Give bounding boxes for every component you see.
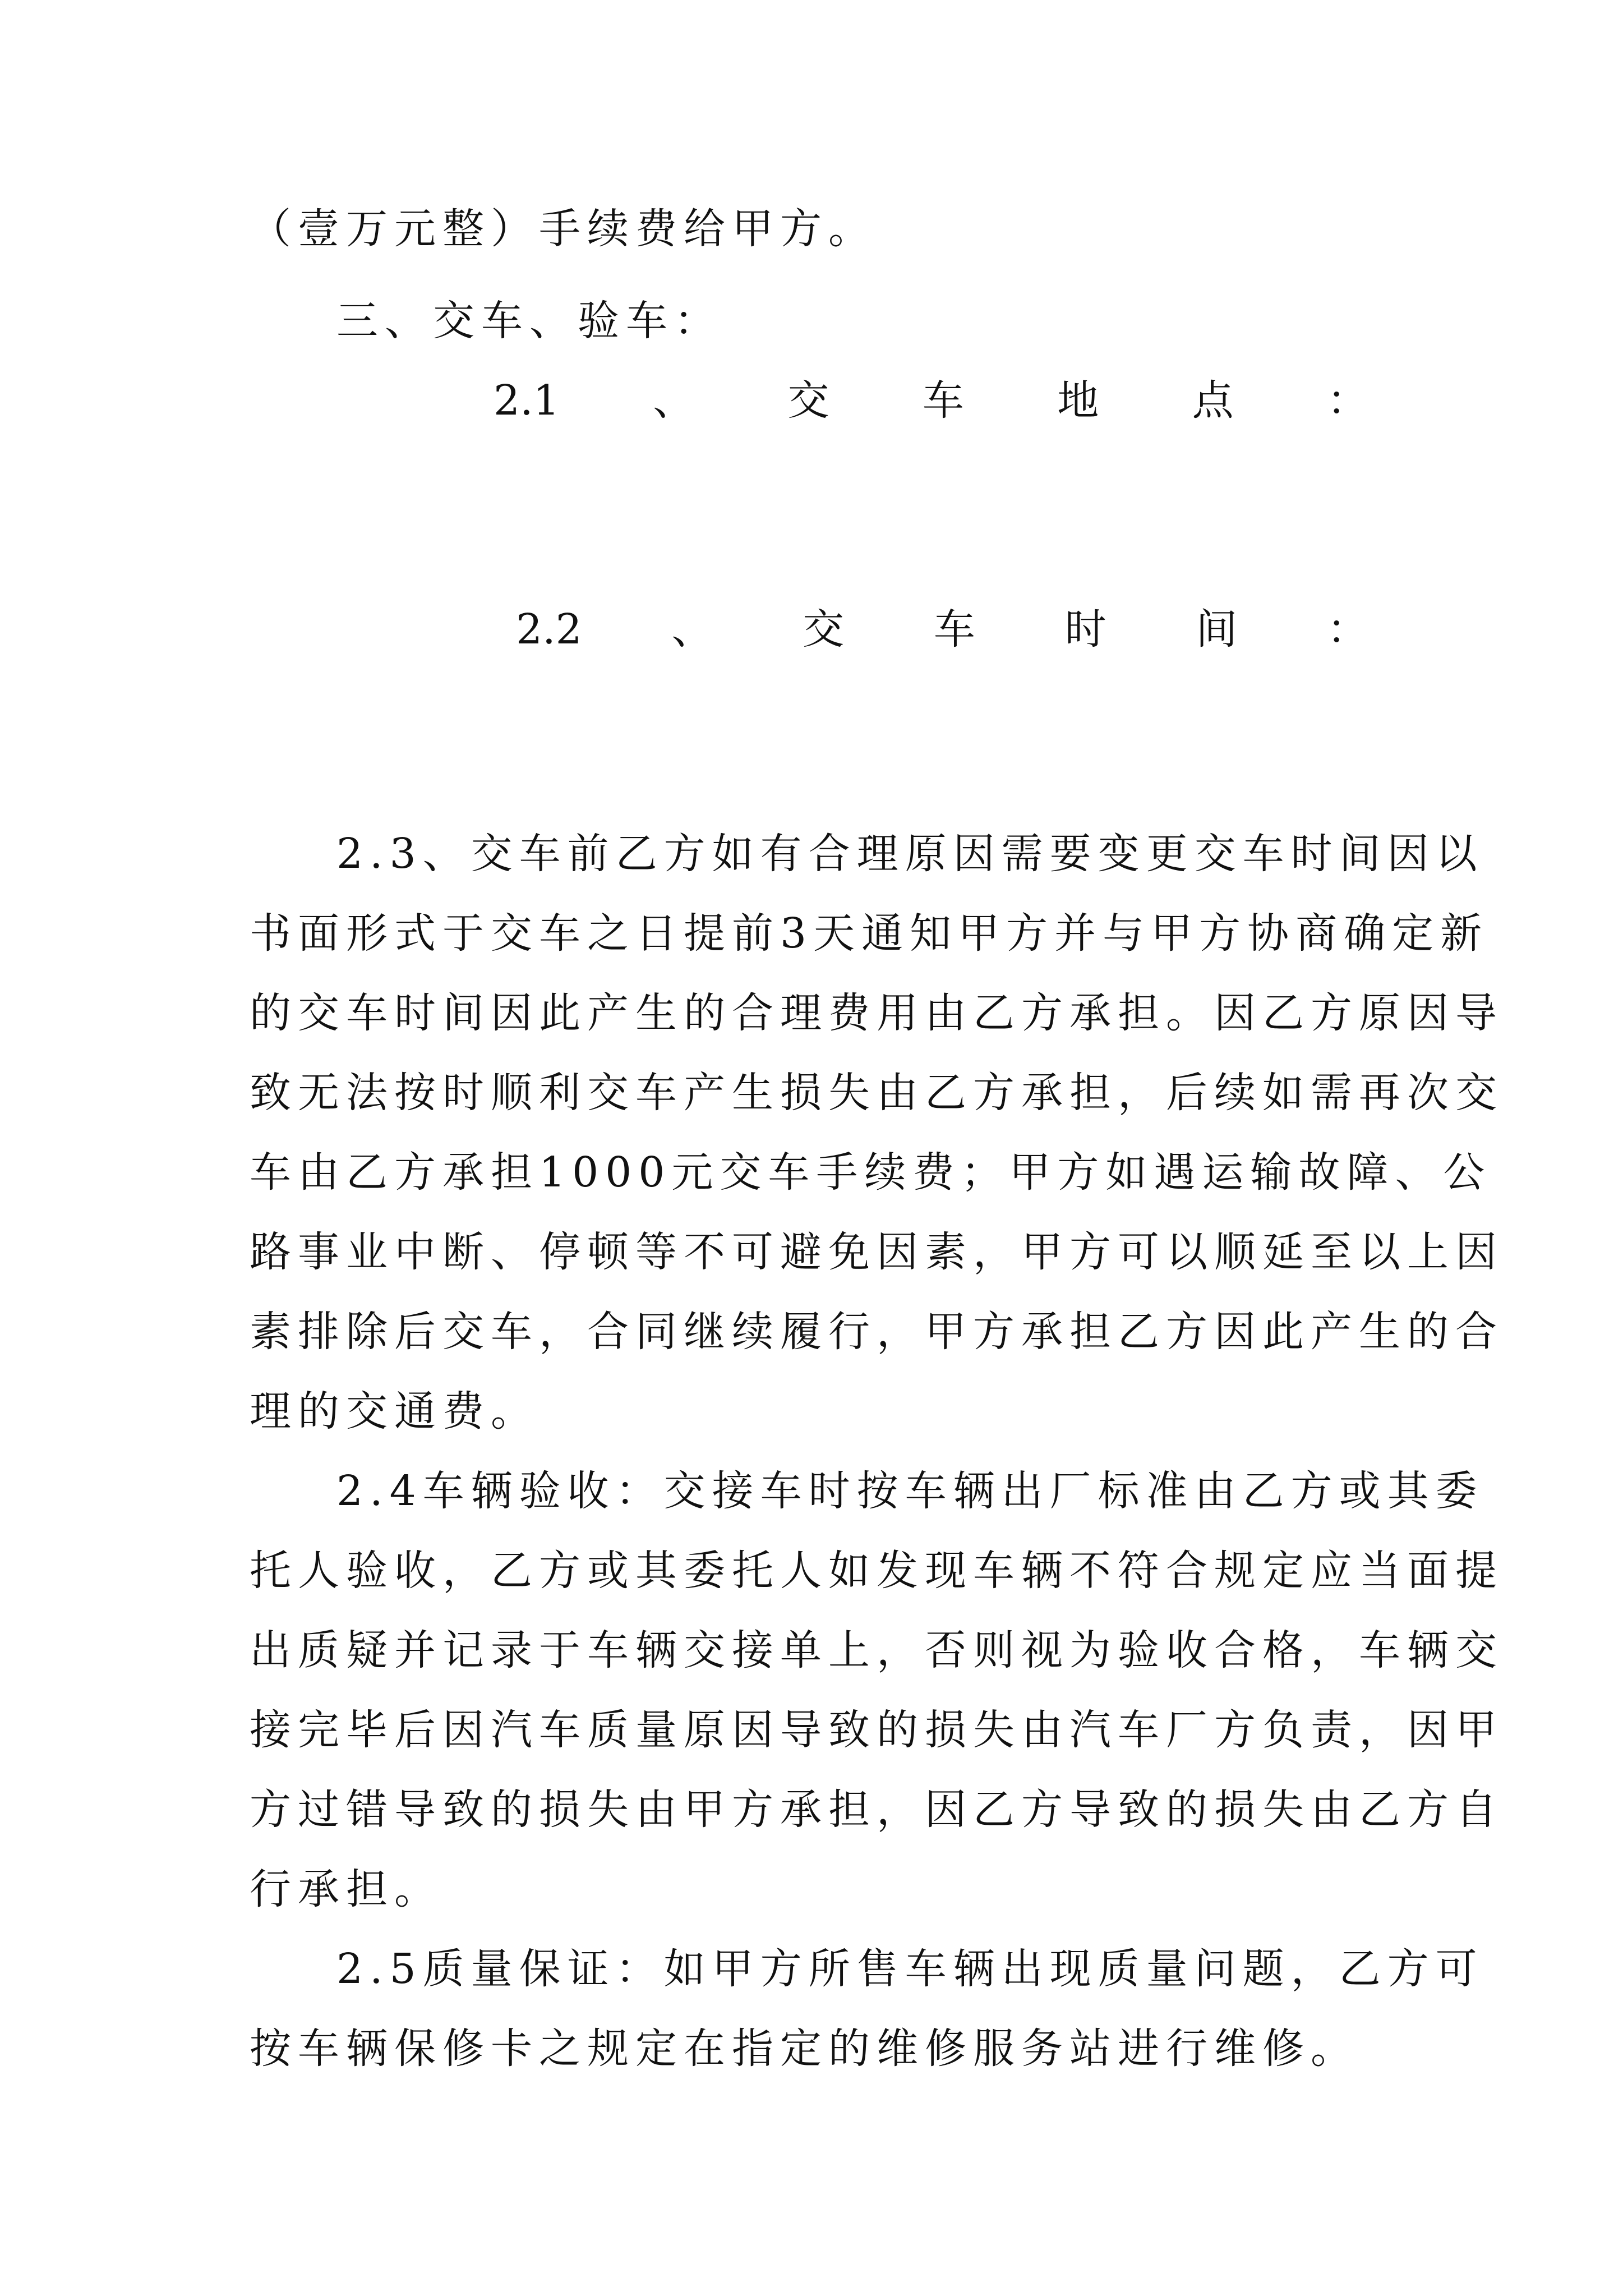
paragraph-line: 接完毕后因汽车质量原因导致的损失由汽车厂方负责，因甲 [250,1706,1504,1754]
paragraph-line: 车由乙方承担1000元交车手续费；甲方如遇运输故障、公 [250,1148,1492,1197]
continuation-line: （壹万元整）手续费给甲方。 [250,205,877,253]
paragraph-line: 的交车时间因此产生的合理费用由乙方承担。因乙方原因导 [250,989,1504,1037]
paragraph-line: 方过错导致的损失由甲方承担，因乙方导致的损失由乙方自 [250,1786,1504,1834]
paragraph-line: 2.3、交车前乙方如有合理原因需要变更交车时间因以 [336,830,1484,878]
item-2-2-char: 时 [1064,605,1106,654]
paragraph-line: 理的交通费。 [250,1387,539,1435]
item-2-2-char: 交 [803,605,845,654]
item-2-2-colon: ： [1327,605,1368,654]
paragraph-line: 书面形式于交车之日提前3天通知甲方并与甲方协商确定新 [250,909,1489,958]
paragraph-line: 2.4车辆验收：交接车时按车辆出厂标准由乙方或其委 [336,1467,1484,1515]
section-heading: 三、交车、验车： [336,297,722,345]
paragraph-line: 2.5质量保证：如甲方所售车辆出现质量问题，乙方可 [336,1945,1484,1993]
item-2-1-char: 点 [1192,376,1234,425]
item-2-2-comma: 、 [671,605,713,654]
item-2-1-char: 交 [787,376,829,425]
paragraph-line: 出质疑并记录于车辆交接单上，否则视为验收合格，车辆交 [250,1626,1504,1674]
item-2-1-colon: ： [1326,376,1368,425]
paragraph-line: 路事业中断、停顿等不可避免因素，甲方可以顺延至以上因 [250,1228,1504,1276]
paragraph-line: 行承担。 [250,1865,442,1913]
paragraph-line: 托人验收，乙方或其委托人如发现车辆不符合规定应当面提 [250,1547,1504,1595]
item-2-2-char: 车 [933,605,975,654]
item-2-1-char: 地 [1057,376,1099,425]
item-2-1-comma: 、 [653,376,695,425]
item-2-2-number: 2.2 [516,605,582,654]
item-2-1-number: 2.1 [494,376,560,425]
paragraph-line: 按车辆保修卡之规定在指定的维修服务站进行维修。 [250,2024,1359,2073]
item-2-2 [516,601,1368,657]
item-2-1-char: 车 [922,376,964,425]
item-2-2-char: 间 [1196,605,1238,654]
paragraph-line: 素排除后交车，合同继续履行，甲方承担乙方因此产生的合 [250,1308,1504,1356]
item-2-1 [494,372,1368,429]
paragraph-line: 致无法按时顺利交车产生损失由乙方承担，后续如需再次交 [250,1069,1504,1117]
